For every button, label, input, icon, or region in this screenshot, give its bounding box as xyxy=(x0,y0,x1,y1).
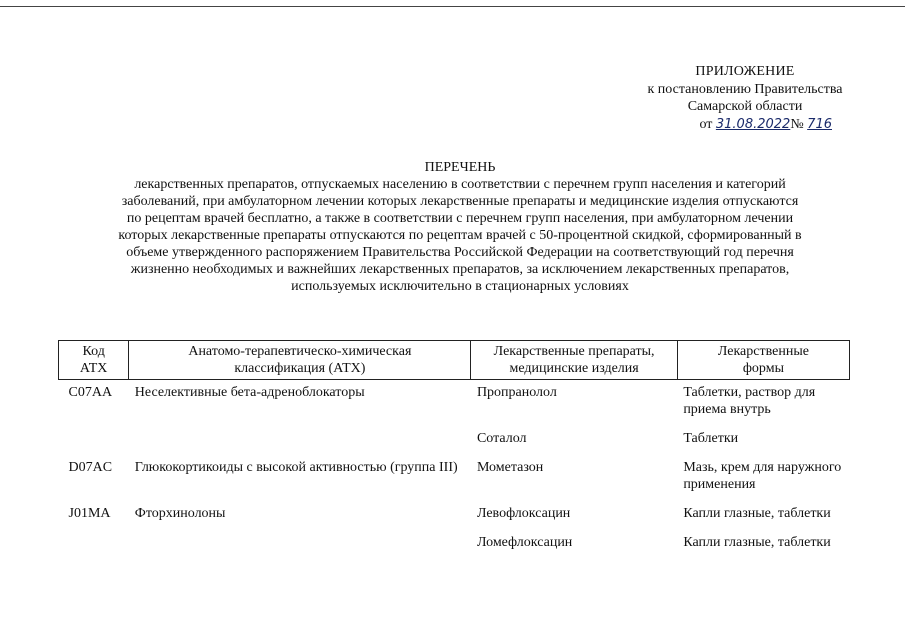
cell-form: Таблетки xyxy=(683,431,739,446)
cell-classification xyxy=(129,526,471,555)
table-row xyxy=(59,497,850,526)
cell-code: D07AC xyxy=(68,460,113,475)
document-heading xyxy=(60,159,860,295)
approval-line-1: к постановлению Правительства xyxy=(647,81,843,97)
cell-form: Капли глазные, таблетки xyxy=(683,506,831,521)
top-border-line xyxy=(0,6,905,7)
cell-drug: Пропранолол xyxy=(476,385,557,400)
header-text: медицинские изделия xyxy=(509,361,639,376)
header-text: Лекарственные препараты, xyxy=(493,344,655,359)
heading-line: жизненно необходимых и важнейших лекарственных препаратов, за исключением лекарственных препаратов, xyxy=(130,262,790,277)
document-title: ПЕРЕЧЕНЬ xyxy=(424,160,496,175)
cell-code xyxy=(59,422,129,451)
cell-classification: Глюкокортикоиды с высокой активностью (группа III) xyxy=(134,460,458,475)
approval-line-2: Самарской области xyxy=(687,99,803,114)
date-prefix: от xyxy=(699,116,713,132)
table-row xyxy=(59,526,850,555)
cell-drug: Мометазон xyxy=(476,460,544,475)
cell-classification xyxy=(129,422,471,451)
header-text: Анатомо-терапевтическо-химическая xyxy=(188,344,412,359)
cell-classification: Фторхинолоны xyxy=(134,506,226,521)
header-text: Лекарственные xyxy=(717,344,809,359)
cell-drug: Ломефлоксацин xyxy=(476,535,573,550)
cell-form: Капли глазные, таблетки xyxy=(683,535,831,550)
table-header-row xyxy=(59,341,850,380)
cell-form: Таблетки, раствор для приема внутрь xyxy=(683,385,816,417)
cell-form: Мазь, крем для наружного применения xyxy=(683,460,842,492)
approval-block xyxy=(580,63,905,133)
header-atc-code xyxy=(59,341,129,380)
header-atc-classification xyxy=(129,341,471,380)
table-row xyxy=(59,422,850,451)
cell-code: J01MA xyxy=(68,506,111,521)
heading-line: которых лекарственные препараты отпускаются по рецептам врачей с 50-процентной скидкой, сформированный в xyxy=(118,228,802,243)
heading-line: по рецептам врачей бесплатно, а также в соответствии с перечнем групп населения, при амбулаторном лечении xyxy=(126,211,794,226)
header-text: классификация (АТХ) xyxy=(234,361,366,376)
heading-line: используемых исключительно в стационарных условиях xyxy=(291,279,629,294)
drug-list-table xyxy=(58,340,850,555)
table-row xyxy=(59,380,850,423)
number-prefix: № xyxy=(790,116,804,132)
header-drugs xyxy=(471,341,677,380)
header-text: АТХ xyxy=(79,361,108,376)
heading-line: заболеваний, при амбулаторном лечении которых лекарственные препараты и медицинские изделия отпускаются xyxy=(121,194,799,209)
header-text: Код xyxy=(82,344,105,359)
cell-code xyxy=(59,526,129,555)
cell-code: C07AA xyxy=(68,385,113,400)
heading-line: лекарственных препаратов, отпускаемых населению в соответствии с перечнем групп населения и категорий xyxy=(134,177,786,192)
heading-line: объеме утвержденного распоряжением Правительства Российской Федерации на соответствующий год перечня xyxy=(126,245,794,260)
cell-drug: Соталол xyxy=(476,431,527,446)
header-text: формы xyxy=(742,361,784,376)
approval-title: ПРИЛОЖЕНИЕ xyxy=(695,64,795,79)
date-value: 31.08.2022 xyxy=(715,116,791,132)
header-forms xyxy=(677,341,849,380)
cell-drug: Левофлоксацин xyxy=(476,506,571,521)
approval-date-line xyxy=(580,116,905,134)
table-row xyxy=(59,451,850,497)
cell-classification: Неселективные бета-адреноблокаторы xyxy=(134,385,365,400)
number-value: 716 xyxy=(807,116,832,132)
